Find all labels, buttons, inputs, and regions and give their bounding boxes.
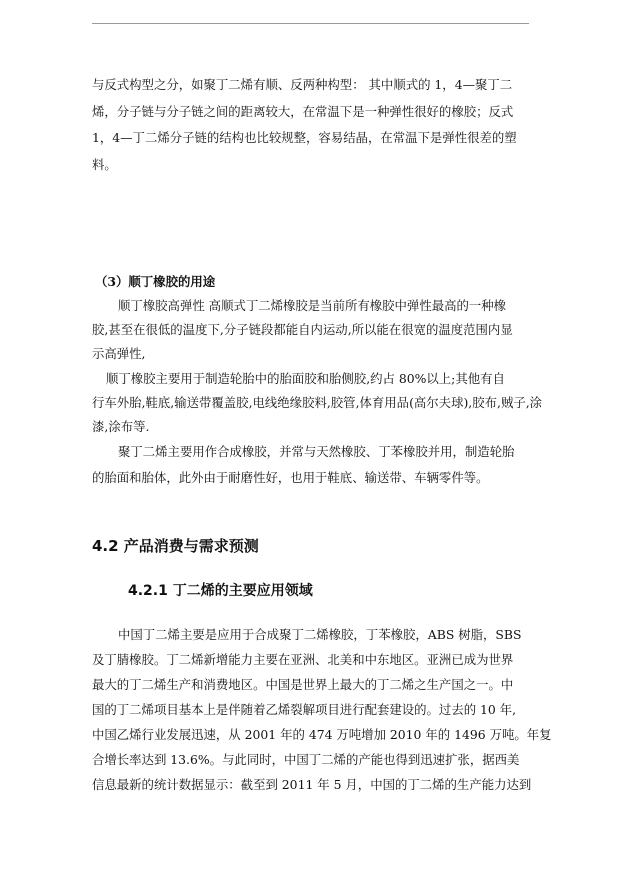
paragraph-1-line-3: 1，4—丁二烯分子链的结构也比较规整，容易结晶，在常温下是弹性很差的塑 <box>92 130 517 145</box>
section-4-2-1-line-6: 合增长率达到 13.6%。与此同时，中国丁二烯的产能也得到迅速扩张，据西美 <box>92 752 520 767</box>
section-3-para-b-line-3: 漆,涂布等. <box>92 419 150 434</box>
section-3-para-a-line-3: 示高弹性, <box>92 346 146 361</box>
section-3-para-c-line-1: 聚丁二烯主要用作合成橡胶，并常与天然橡胶、丁苯橡胶并用，制造轮胎 <box>118 444 515 459</box>
section-3-para-c-line-2: 的胎面和胎体，此外由于耐磨性好，也用于鞋底、输送带、车辆零件等。 <box>92 470 489 485</box>
paragraph-1-line-2: 烯，分子链与分子链之间的距离较大，在常温下是一种弹性很好的橡胶；反式 <box>92 104 514 119</box>
section-3-para-b-line-2: 行车外胎,鞋底,输送带覆盖胶,电线绝缘胶料,胶管,体育用品(高尔夫球),胶布,贼子,涂 <box>92 395 543 410</box>
section-4-2-1-line-4: 国的丁二烯项目基本上是伴随着乙烯裂解项目进行配套建设的。过去的 10 年, <box>92 702 517 717</box>
section-4-2-1-line-3: 最大的丁二烯生产和消费地区。中国是世界上最大的丁二烯之生产国之一。中 <box>92 677 514 692</box>
paragraph-1-line-4: 料。 <box>92 157 117 172</box>
section-4-2-1-heading: 4.2.1 丁二烯的主要应用领域 <box>128 583 313 599</box>
section-4-2-1-line-5: 中国乙烯行业发展迅速，从 2001 年的 474 万吨增加 2010 年的 1496 万吨。年复 <box>92 727 552 742</box>
section-4-2-1-line-1: 中国丁二烯主要是应用于合成聚丁二烯橡胶，丁苯橡胶，ABS 树脂，SBS <box>118 627 522 642</box>
section-4-2-1-line-7: 信息最新的统计数据显示：截至到 2011 年 5 月，中国的丁二烯的生产能力达到 <box>92 777 532 792</box>
section-3-para-b-line-1: 顺丁橡胶主要用于制造轮胎中的胎面胶和胎侧胶,约占 80%以上;其他有自 <box>106 371 505 386</box>
section-3-para-a-line-2: 胶,甚至在很低的温度下,分子链段都能自内运动,所以能在很宽的温度范围内显 <box>92 322 513 337</box>
section-4-2-heading: 4.2 产品消费与需求预测 <box>92 537 259 555</box>
section-3-para-a-line-1: 顺丁橡胶高弹性 高顺式丁二烯橡胶是当前所有橡胶中弹性最高的一种橡 <box>118 298 507 313</box>
header-rule <box>92 23 529 24</box>
paragraph-1-line-1: 与反式构型之分，如聚丁二烯有顺、反两种构型： 其中顺式的 1，4—聚丁二 <box>92 77 513 92</box>
section-3-heading: （3）顺丁橡胶的用途 <box>95 274 216 289</box>
section-4-2-1-line-2: 及丁腈橡胶。丁二烯新增能力主要在亚洲、北美和中东地区。亚洲已成为世界 <box>92 652 514 667</box>
